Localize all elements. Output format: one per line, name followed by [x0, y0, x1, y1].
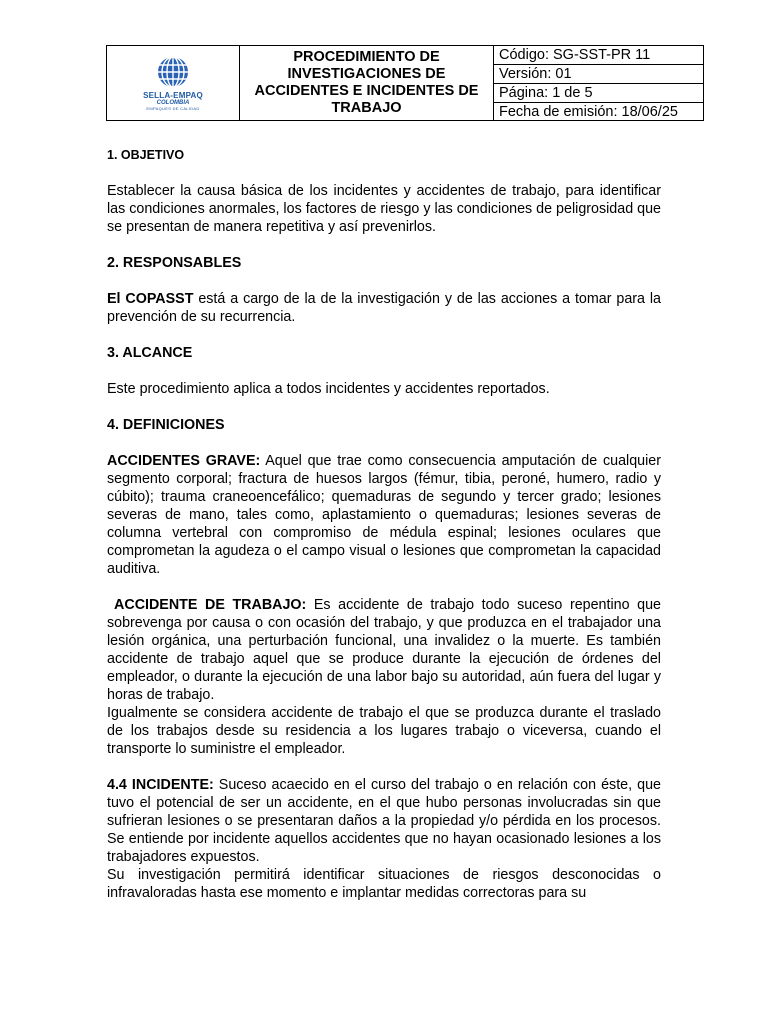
logo-company-name: SELLA-EMPAQ — [143, 91, 203, 100]
responsables-lead: El COPASST — [107, 291, 194, 307]
document-body — [107, 146, 661, 920]
term-accidente-trabajo: ACCIDENTE DE TRABAJO: — [107, 597, 307, 613]
term-incidente: 4.4 INCIDENTE: — [107, 777, 214, 793]
definition-text: Suceso acaecido en el curso del trabajo o en relación con éste, que tuvo el potencial de ser un accidente, en el que hubo personas involucradas sin que sufrieran lesiones o se presentaran daños a la propiedad y/o pérdida en los procesos. Se entiende por incidente aquellos accidentes que no hayan ocasionado lesiones a los trabajadores expuestos. — [107, 777, 661, 865]
logo-tagline: EMPAQUES DE CALIDAD — [146, 106, 200, 111]
document-header-table — [106, 45, 704, 121]
document-title: PROCEDIMIENTO DE INVESTIGACIONES DE ACCIDENTES E INCIDENTES DE TRABAJO — [240, 46, 494, 120]
definition-accidente-trabajo-cont: Igualmente se considera accidente de trabajo el que se produzca durante el traslado de los trabajos desde su residencia a los lugares trabajo o viceversa, cuando el transporte lo suministre el empleador. — [107, 705, 661, 757]
globe-icon — [155, 55, 191, 89]
responsables-paragraph — [107, 290, 661, 326]
section-heading-objetivo: 1. OBJETIVO — [107, 148, 185, 162]
definition-accidente-grave — [107, 452, 661, 578]
document-version: Versión: 01 — [494, 65, 703, 84]
page-number: Página: 1 de 5 — [494, 84, 703, 103]
company-logo — [107, 46, 240, 120]
document-metadata — [494, 46, 703, 120]
definition-text: Aquel que trae como consecuencia amputación de cualquier segmento corporal; fractura de huesos largos (fémur, tibia, peroné, humero, radio y cúbito); trauma craneoencefálico; quemaduras de segundo y tercer grado; lesiones severas de mano, tales como, aplastamiento o quemaduras; lesiones severas de columna vertebral con compromiso de médula espinal; lesiones oculares que comprometan la agudeza o el campo visual o lesiones que comprometan la capacidad auditiva. — [107, 453, 661, 577]
alcance-text: Este procedimiento aplica a todos incidentes y accidentes reportados. — [107, 381, 550, 397]
responsables-text: está a cargo de la de la investigación y de las acciones a tomar para la prevención de su recurrencia. — [107, 291, 662, 325]
logo-country: COLOMBIA — [156, 100, 190, 106]
section-heading-responsables: 2. RESPONSABLES — [107, 255, 242, 271]
definition-incidente-cont: Su investigación permitirá identificar situaciones de riesgos desconocidas o infravaloradas hasta ese momento e implantar medidas correctoras para su — [107, 867, 661, 901]
document-code: Código: SG-SST-PR 11 — [494, 46, 703, 65]
definition-incidente — [107, 776, 661, 866]
issue-date: Fecha de emisión: 18/06/25 — [499, 104, 678, 120]
definition-accidente-trabajo — [107, 596, 661, 704]
objetivo-text: Establecer la causa básica de los incidentes y accidentes de trabajo, para identificar las condiciones anormales, los factores de riesgo y las condiciones de peligrosidad que se presentan de manera repetitiva y así prevenirlos. — [107, 183, 661, 235]
definition-text: Es accidente de trabajo todo suceso repentino que sobrevenga por causa o con ocasión del trabajo, y que produzca en el trabajador una lesión orgánica, una perturbación funcional, una invalidez o la muerte. Es también accidente de trabajo aquel que se produce durante la ejecución de órdenes del empleador, o durante la ejecución de una labor bajo su autoridad, aún fuera del lugar y horas de trabajo. — [107, 597, 661, 703]
section-heading-definiciones: 4. DEFINICIONES — [107, 417, 225, 433]
section-heading-alcance: 3. ALCANCE — [107, 345, 193, 361]
term-accidente-grave: ACCIDENTES GRAVE: — [107, 453, 261, 469]
